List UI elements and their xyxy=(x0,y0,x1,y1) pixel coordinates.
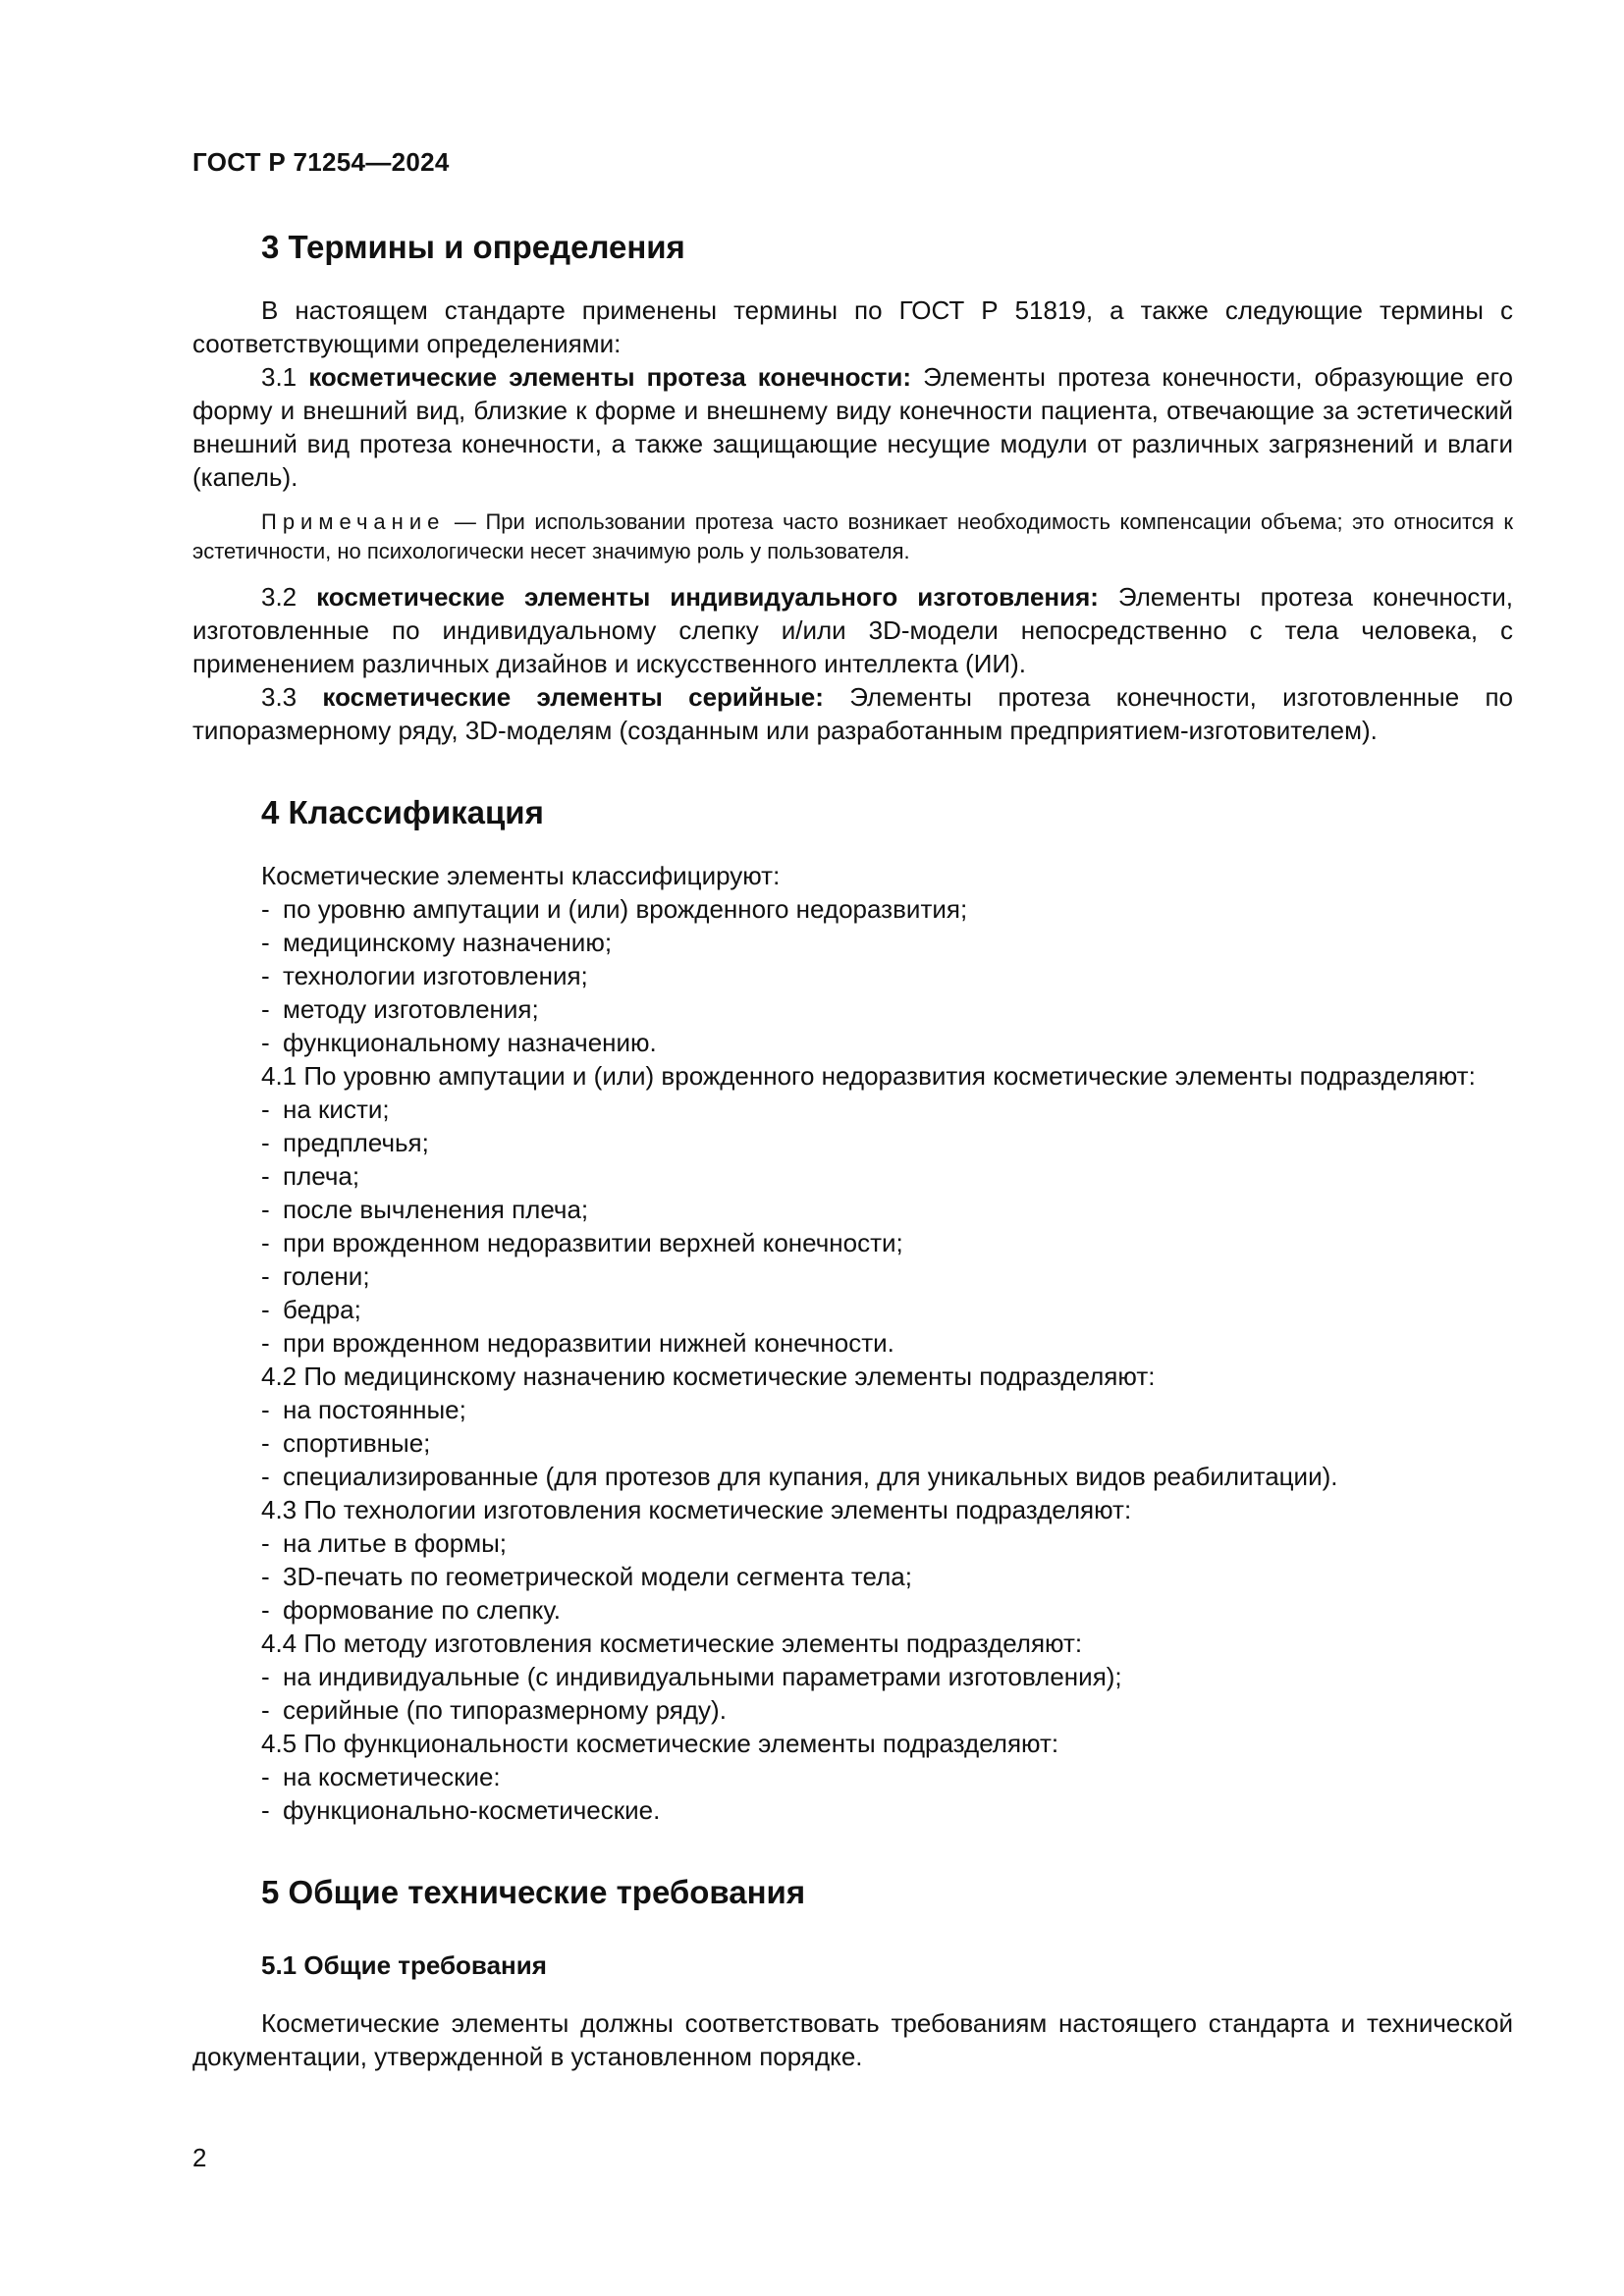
term-3-2 xyxy=(192,580,1513,680)
list-item: - медицинскому назначению; xyxy=(261,928,613,957)
list-item: - 3D-печать по геометрической модели сегмента тела; xyxy=(261,1562,912,1591)
term-3-3-number: 3.3 xyxy=(261,682,323,712)
list-item: - функционально-косметические. xyxy=(261,1795,661,1825)
paragraph-4-3: 4.3 По технологии изготовления косметические элементы подразделяют: xyxy=(261,1495,1132,1524)
term-3-1-definition: Элементы протеза конечности, образующие его форму и внешний вид, близкие к форме и внешнему виду конечности пациента, отвечающие за эстетический внешний вид протеза конечности, а также защищающие несущие модули от различных загрязнений и влаги (капель). xyxy=(192,362,1514,492)
list-item: - спортивные; xyxy=(261,1428,431,1458)
list-item: - при врожденном недоразвитии верхней конечности; xyxy=(261,1228,903,1257)
list-item: - после вычленения плеча; xyxy=(261,1195,589,1224)
list-item: - на кисти; xyxy=(261,1095,390,1124)
paragraph-5-1: Косметические элементы должны соответствовать требованиям настоящего стандарта и технической документации, утвержденной в установленном порядке. xyxy=(192,2008,1513,2071)
list-item: - на индивидуальные (с индивидуальными параметрами изготовления); xyxy=(261,1662,1122,1691)
list-item: - технологии изготовления; xyxy=(261,961,588,990)
term-3-1-term: косметические элементы протеза конечности: xyxy=(308,362,912,392)
note-3-1 xyxy=(192,507,1513,566)
term-3-2-definition: Элементы протеза конечности, изготовленные по индивидуальному слепку и/или 3D-модели непосредственно с тела человека, с применением различных дизайнов и искусственного интеллекта (ИИ). xyxy=(192,582,1513,678)
section-5-title: 5 Общие технические требования xyxy=(261,1874,806,1910)
list-4-2 xyxy=(192,1393,1513,1493)
section-3-intro: В настоящем стандарте применены термины по ГОСТ Р 51819, а также следующие термины с соответствующими определениями: xyxy=(192,295,1513,358)
classification-list xyxy=(192,892,1513,1059)
list-item: - методу изготовления; xyxy=(261,994,539,1024)
section-4-intro: Косметические элементы классифицируют: xyxy=(261,861,781,890)
paragraph-4-2: 4.2 По медицинскому назначению косметические элементы подразделяют: xyxy=(261,1362,1156,1391)
list-4-4 xyxy=(192,1660,1513,1727)
term-3-3 xyxy=(192,680,1513,747)
paragraph-4-4: 4.4 По методу изготовления косметические элементы подразделяют: xyxy=(261,1629,1083,1658)
section-3-title: 3 Термины и определения xyxy=(261,229,685,265)
list-item: - на литье в формы; xyxy=(261,1528,508,1558)
list-item: - формование по слепку. xyxy=(261,1595,561,1625)
list-4-5 xyxy=(192,1760,1513,1827)
document-header: ГОСТ Р 71254—2024 xyxy=(192,147,450,177)
note-label: Примечание xyxy=(261,509,446,534)
paragraph-4-5: 4.5 По функциональности косметические элементы подразделяют: xyxy=(261,1729,1059,1758)
list-item: - на постоянные; xyxy=(261,1395,466,1424)
note-text: — При использовании протеза часто возникает необходимость компенсации объема; это относится к эстетичности, но психологически несет значимую роль у пользователя. xyxy=(192,509,1513,563)
list-item: - специализированные (для протезов для купания, для уникальных видов реабилитации). xyxy=(261,1462,1338,1491)
term-3-1 xyxy=(192,360,1513,494)
paragraph-4-1: 4.1 По уровню ампутации и (или) врожденного недоразвития косметические элементы подразделяют: xyxy=(261,1061,1476,1091)
list-item: - на косметические: xyxy=(261,1762,501,1791)
list-item: - голени; xyxy=(261,1261,370,1291)
page-number: 2 xyxy=(192,2143,207,2172)
list-4-1 xyxy=(192,1093,1513,1360)
section-4-title: 4 Классификация xyxy=(261,794,544,830)
list-4-3 xyxy=(192,1526,1513,1627)
list-item: - плеча; xyxy=(261,1161,360,1191)
document-page xyxy=(192,147,1513,2073)
list-item: - по уровню ампутации и (или) врожденного недоразвития; xyxy=(261,894,968,924)
list-item: - бедра; xyxy=(261,1295,361,1324)
term-3-2-number: 3.2 xyxy=(261,582,317,612)
term-3-2-term: косметические элементы индивидуального изготовления: xyxy=(316,582,1099,612)
term-3-1-number: 3.1 xyxy=(261,362,309,392)
term-3-3-term: косметические элементы серийные: xyxy=(322,682,824,712)
list-item: - предплечья; xyxy=(261,1128,429,1157)
subsection-5-1-title: 5.1 Общие требования xyxy=(261,1950,547,1980)
term-3-3-definition: Элементы протеза конечности, изготовленные по типоразмерному ряду, 3D-моделям (созданным или разработанным предприятием-изготовителем). xyxy=(192,682,1513,745)
list-item: - серийные (по типоразмерному ряду). xyxy=(261,1695,727,1725)
list-item: - функциональному назначению. xyxy=(261,1028,657,1057)
list-item: - при врожденном недоразвитии нижней конечности. xyxy=(261,1328,894,1358)
